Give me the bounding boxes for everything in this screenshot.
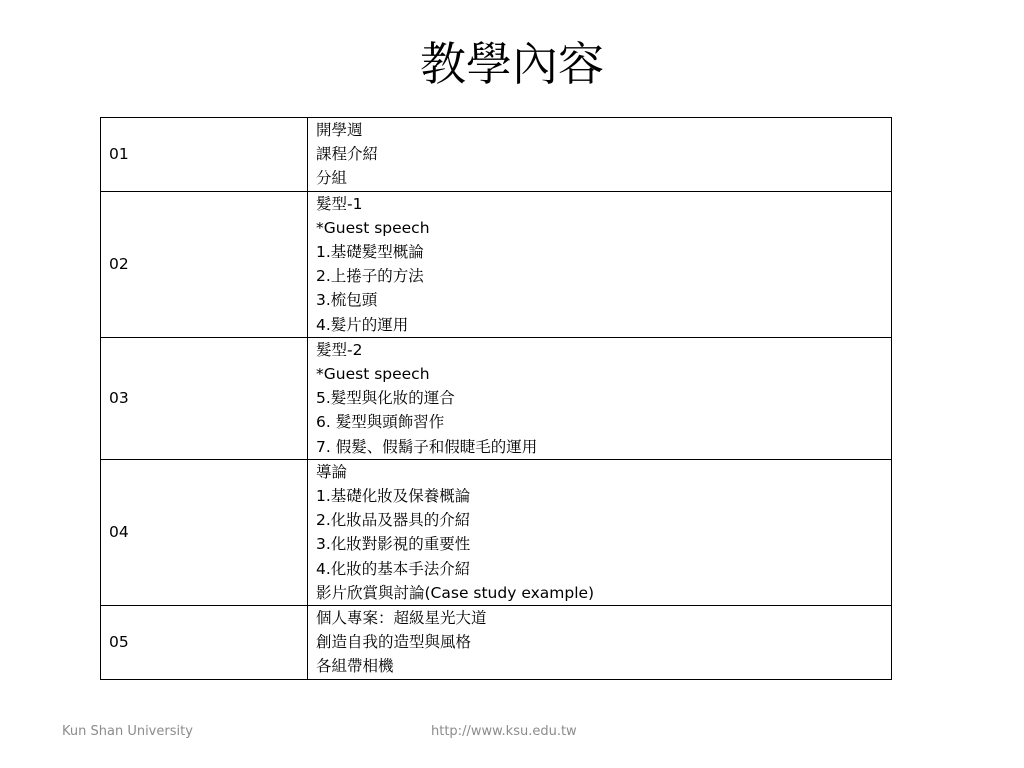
content-line: 影片欣賞與討論(Case study example) [316, 583, 595, 602]
content-line: *Guest speech [316, 365, 430, 384]
week-number-cell: 01 [101, 118, 308, 192]
content-line: 3.化妝對影視的重要性 [316, 535, 471, 554]
content-line: 個人專案：超級星光大道 [316, 609, 487, 628]
content-line: *Guest speech [316, 218, 430, 237]
schedule-table [100, 117, 892, 680]
footer-website-url: http://www.ksu.edu.tw [431, 724, 577, 739]
content-line: 4.髮片的運用 [316, 315, 409, 334]
footer-university-name: Kun Shan University [62, 724, 193, 739]
content-line: 創造自我的造型與風格 [316, 633, 472, 652]
content-line: 開學週 [316, 121, 363, 139]
content-line: 6. 髮型與頭飾習作 [316, 413, 445, 432]
week-number-cell: 04 [101, 459, 308, 605]
content-line: 導論 [316, 462, 348, 481]
table-row [101, 606, 892, 680]
content-cell [308, 191, 892, 337]
content-line: 各組帶相機 [316, 657, 394, 676]
content-line: 7. 假髮、假鬍子和假睫毛的運用 [316, 437, 538, 456]
content-line: 課程介紹 [316, 145, 379, 164]
content-line: 4.化妝的基本手法介紹 [316, 559, 471, 578]
table-row [101, 118, 892, 192]
content-line: 3.梳包頭 [316, 291, 378, 310]
content-line: 髮型-2 [316, 340, 363, 359]
week-number-cell: 03 [101, 337, 308, 459]
table-row [101, 459, 892, 605]
content-line: 1.基礎髮型概論 [316, 243, 424, 262]
content-line: 2.上捲子的方法 [316, 267, 424, 286]
content-cell [308, 606, 892, 680]
content-line: 髮型-1 [316, 194, 363, 213]
week-number-cell: 02 [101, 191, 308, 337]
content-cell [308, 118, 892, 192]
content-cell [308, 337, 892, 459]
week-number-cell: 05 [101, 606, 308, 680]
content-line: 2.化妝品及器具的介紹 [316, 511, 471, 530]
content-line: 1.基礎化妝及保養概論 [316, 487, 471, 506]
content-line: 5.髮型與化妝的運合 [316, 389, 455, 408]
content-line: 分組 [316, 169, 348, 188]
slide-title: 教學內容 [420, 37, 604, 91]
content-cell [308, 459, 892, 605]
table-row [101, 191, 892, 337]
table-row [101, 337, 892, 459]
